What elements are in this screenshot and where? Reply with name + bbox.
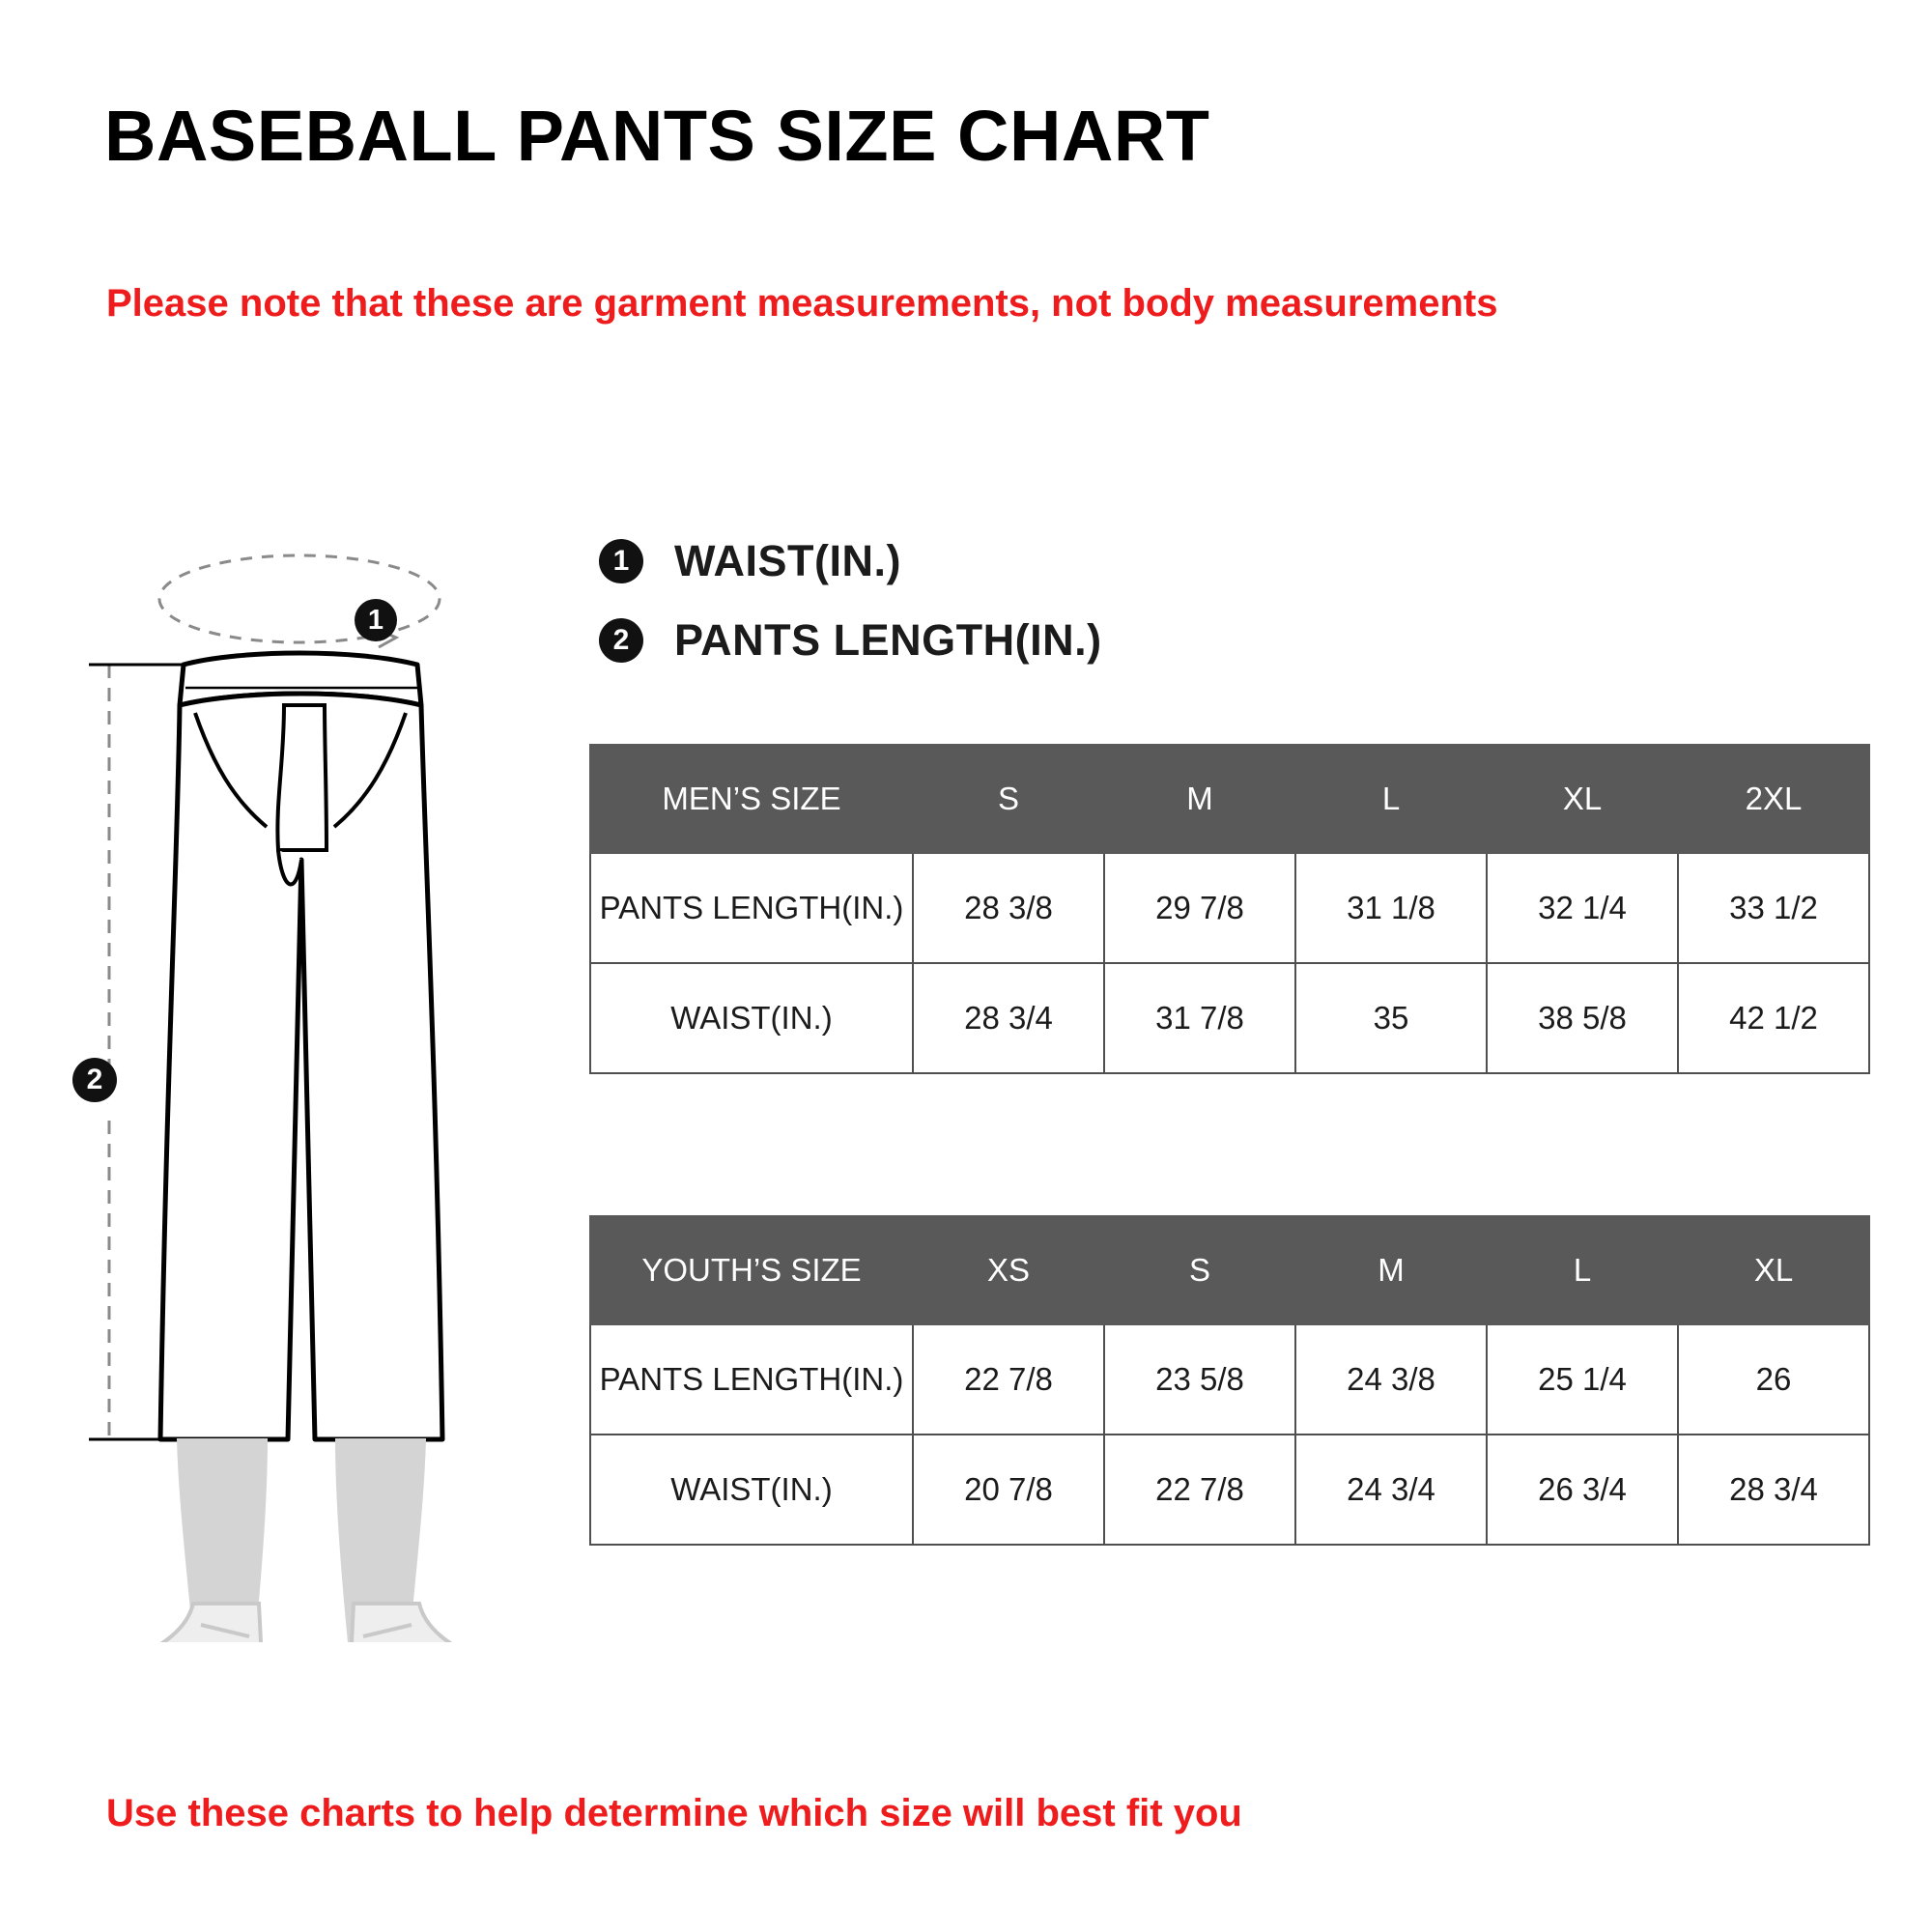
badge-two-icon: 2 [599, 618, 643, 663]
table-row [590, 1435, 1869, 1545]
row-label: WAIST(IN.) [590, 1435, 913, 1545]
table-cell: 26 [1678, 1324, 1869, 1435]
marker-waist-icon: 1 [355, 599, 397, 641]
column-header: M [1104, 745, 1295, 853]
pants-diagram-svg [77, 541, 580, 1642]
column-header: 2XL [1678, 745, 1869, 853]
legend-label-pants-length: PANTS LENGTH(IN.) [674, 615, 1102, 665]
column-header: S [1104, 1216, 1295, 1324]
column-header: S [913, 745, 1104, 853]
column-header: L [1487, 1216, 1678, 1324]
mens-size-table [589, 744, 1870, 1074]
table-cell: 28 3/4 [1678, 1435, 1869, 1545]
table-cell: 31 7/8 [1104, 963, 1295, 1073]
column-header: XL [1487, 745, 1678, 853]
table-cell: 24 3/4 [1295, 1435, 1487, 1545]
badge-one-icon: 1 [599, 539, 643, 583]
column-header: XS [913, 1216, 1104, 1324]
legend [599, 536, 1102, 695]
table-header-row [590, 1216, 1869, 1324]
footer-note: Use these charts to help determine which size will best fit you [106, 1792, 1242, 1834]
table-cell: 26 3/4 [1487, 1435, 1678, 1545]
table-cell: 38 5/8 [1487, 963, 1678, 1073]
column-header: M [1295, 1216, 1487, 1324]
legend-label-waist: WAIST(IN.) [674, 536, 901, 585]
table-cell: 28 3/8 [913, 853, 1104, 963]
table-cell: 23 5/8 [1104, 1324, 1295, 1435]
table-cell: 28 3/4 [913, 963, 1104, 1073]
table-row [590, 853, 1869, 963]
table-cell: 22 7/8 [913, 1324, 1104, 1435]
legend-item-pants-length [599, 615, 1102, 666]
youth-size-header: YOUTH’S SIZE [590, 1216, 913, 1324]
marker-length-icon: 2 [72, 1058, 117, 1102]
table-cell: 24 3/8 [1295, 1324, 1487, 1435]
table-cell: 33 1/2 [1678, 853, 1869, 963]
row-label: PANTS LENGTH(IN.) [590, 1324, 913, 1435]
table-cell: 42 1/2 [1678, 963, 1869, 1073]
table-cell: 35 [1295, 963, 1487, 1073]
table-cell: 32 1/4 [1487, 853, 1678, 963]
mens-size-header: MEN’S SIZE [590, 745, 913, 853]
youth-size-table [589, 1215, 1870, 1546]
page-title: BASEBALL PANTS SIZE CHART [104, 96, 1210, 176]
table-row [590, 1324, 1869, 1435]
table-header-row [590, 745, 1869, 853]
table-row [590, 963, 1869, 1073]
column-header: L [1295, 745, 1487, 853]
pants-illustration [77, 541, 580, 1642]
table-cell: 20 7/8 [913, 1435, 1104, 1545]
table-cell: 22 7/8 [1104, 1435, 1295, 1545]
row-label: PANTS LENGTH(IN.) [590, 853, 913, 963]
table-cell: 31 1/8 [1295, 853, 1487, 963]
column-header: XL [1678, 1216, 1869, 1324]
table-cell: 25 1/4 [1487, 1324, 1678, 1435]
row-label: WAIST(IN.) [590, 963, 913, 1073]
measurement-note: Please note that these are garment measurements, not body measurements [106, 282, 1498, 325]
table-cell: 29 7/8 [1104, 853, 1295, 963]
legend-item-waist [599, 536, 1102, 586]
